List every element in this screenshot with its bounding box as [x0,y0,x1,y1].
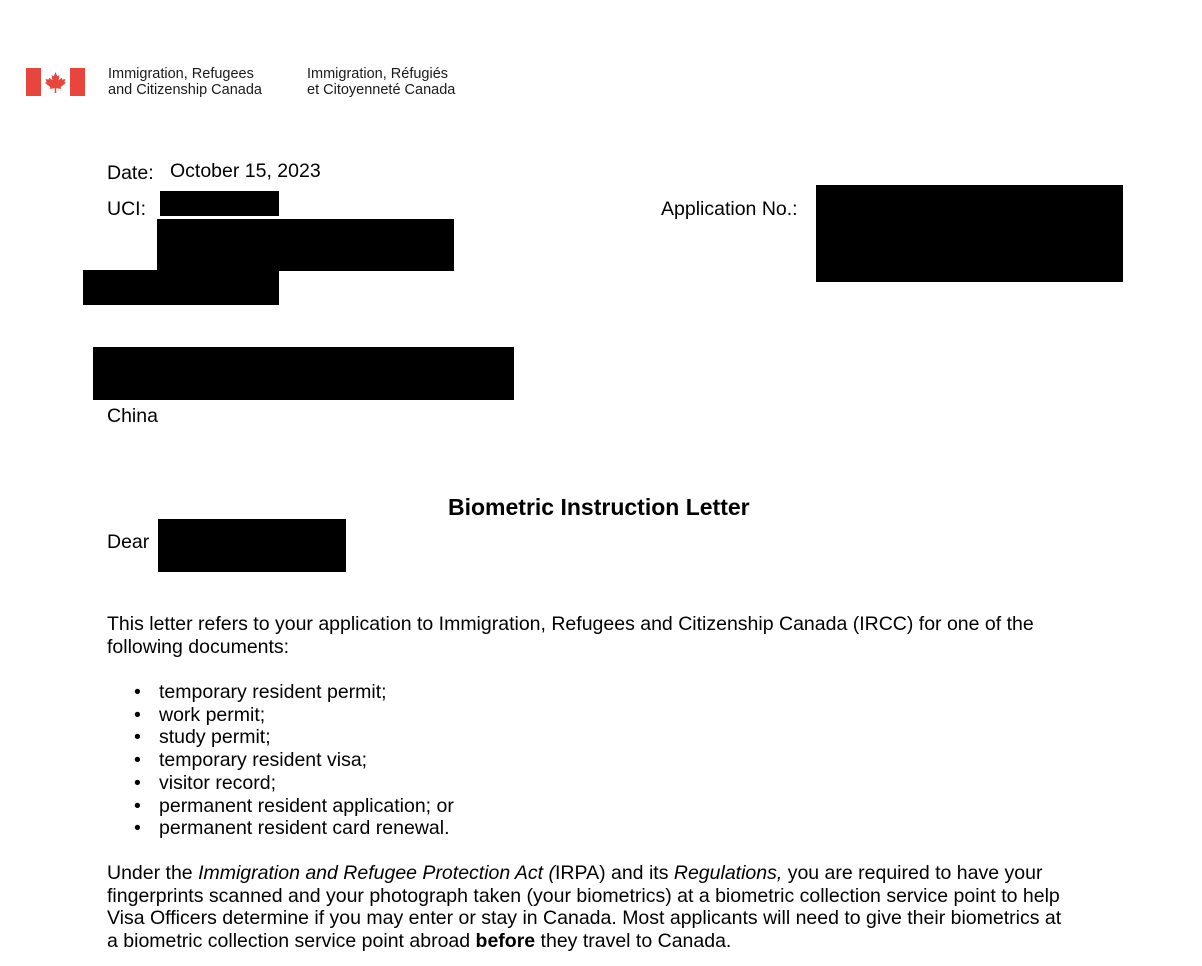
text-run: IRPA) and its [555,862,674,884]
department-name-english [108,66,262,98]
list-item [107,795,454,818]
list-item-text: work permit; [159,703,266,726]
list-item-text: permanent resident application; or [159,794,454,817]
date-value: October 15, 2023 [170,160,321,182]
list-item [107,772,454,795]
text-run: they travel to Canada. [535,930,732,953]
list-item [107,817,454,840]
letter-title: Biometric Instruction Letter [448,494,750,520]
department-name-french-line2: et Citoyenneté Canada [307,82,456,98]
bullet-icon: • [134,817,141,840]
department-name-french-line1: Immigration, Réfugiés [307,66,449,82]
biometrics-line-1 [107,862,1147,885]
list-item-text: permanent resident card renewal. [159,817,450,840]
address-country: China [107,405,158,427]
canada-flag-icon [26,68,85,96]
uci-label: UCI: [107,198,146,220]
department-name-english-line1: Immigration, Refugees [108,66,254,82]
text-run: you are required to have your [782,862,1043,884]
list-item [107,704,454,727]
list-item-text: visitor record; [159,771,277,794]
bullet-icon: • [134,749,141,772]
redacted-address-line2 [93,347,514,400]
act-name: Immigration and Refugee Protection Act ( [198,862,556,884]
bullet-icon: • [134,726,141,749]
list-item-text: temporary resident permit; [159,681,387,703]
biometrics-line-3: Visa Officers determine if you may enter or stay in Canada. Most applicants will need to give their biometrics at [107,907,1062,930]
bullet-icon: • [134,703,141,726]
department-name-french [307,66,455,98]
redacted-uci [160,191,279,216]
list-item [107,681,454,704]
redacted-salutation-name [158,519,346,572]
department-name-english-line2: and Citizenship Canada [108,82,262,98]
redacted-address-line1 [83,270,279,305]
date-label: Date: [107,162,154,184]
list-item-text: temporary resident visa; [159,749,368,772]
list-item [107,726,454,749]
bullet-icon: • [134,771,141,794]
biometrics-line-4 [107,930,1147,953]
redacted-application-number [816,185,1123,282]
emphasis-before: before [475,930,536,953]
list-item-text: study permit; [159,726,271,749]
redacted-recipient-name [157,219,454,271]
text-run: Under the [107,862,199,884]
regulations-name: Regulations, [673,862,783,884]
intro-line-1: This letter refers to your application to Immigration, Refugees and Citizenship Canada (IRCC) for one of the [107,613,1034,635]
bullet-icon: • [134,794,141,817]
application-number-label: Application No.: [661,198,798,220]
list-item [107,749,454,772]
biometrics-paragraph [107,862,1147,953]
text-run: a biometric collection service point abroad [107,930,476,953]
bullet-icon: • [134,681,141,703]
salutation: Dear [107,531,150,553]
intro-paragraph [107,613,1147,658]
documents-list [107,681,454,840]
intro-line-2: following documents: [107,635,290,658]
biometrics-line-2: fingerprints scanned and your photograph taken (your biometrics) at a biometric collection service point to help [107,884,1060,907]
